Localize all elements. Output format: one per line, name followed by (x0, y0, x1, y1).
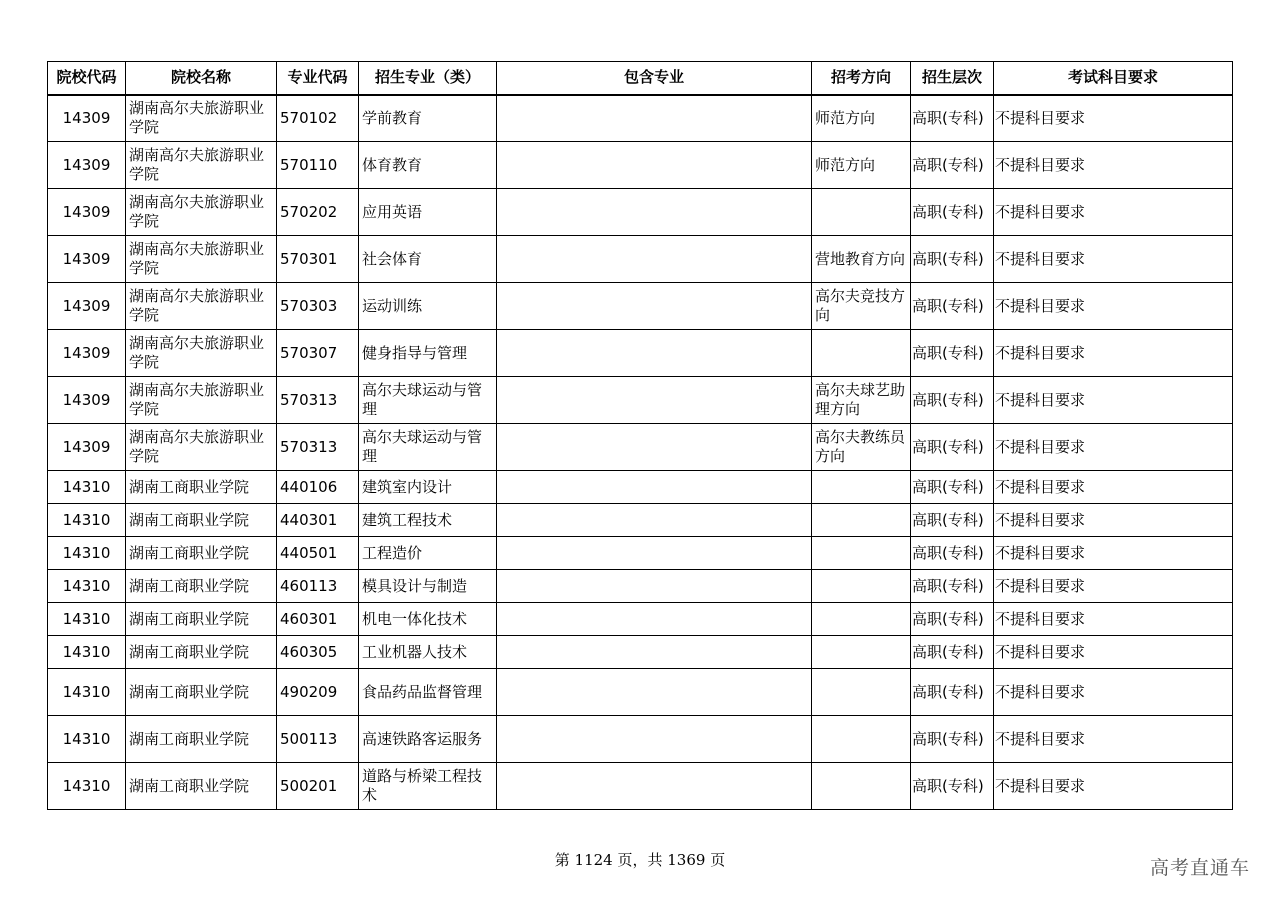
table-row (48, 636, 1233, 669)
header-school-code: 院校代码 (48, 62, 126, 95)
cell-school-code: 14310 (48, 716, 126, 763)
cell-exam-requirements: 不提科目要求 (994, 377, 1233, 424)
cell-school-name: 湖南高尔夫旅游职业学院 (126, 189, 277, 236)
cell-major-code: 570102 (277, 95, 359, 142)
cell-level: 高职(专科) (911, 377, 994, 424)
cell-level: 高职(专科) (911, 763, 994, 810)
cell-school-code: 14310 (48, 669, 126, 716)
cell-major: 模具设计与制造 (359, 570, 497, 603)
cell-level: 高职(专科) (911, 504, 994, 537)
cell-school-name: 湖南高尔夫旅游职业学院 (126, 236, 277, 283)
cell-included-majors (497, 636, 812, 669)
cell-major-code: 570303 (277, 283, 359, 330)
cell-school-code: 14309 (48, 189, 126, 236)
cell-major: 建筑工程技术 (359, 504, 497, 537)
cell-exam-requirements: 不提科目要求 (994, 504, 1233, 537)
cell-major-code: 570301 (277, 236, 359, 283)
cell-major: 应用英语 (359, 189, 497, 236)
cell-level: 高职(专科) (911, 189, 994, 236)
cell-included-majors (497, 424, 812, 471)
cell-included-majors (497, 377, 812, 424)
cell-major: 健身指导与管理 (359, 330, 497, 377)
cell-included-majors (497, 763, 812, 810)
cell-direction (812, 537, 911, 570)
cell-direction: 营地教育方向 (812, 236, 911, 283)
page-footer: 第 1124 页，共 1369 页 (554, 851, 726, 869)
cell-major: 工程造价 (359, 537, 497, 570)
cell-school-name: 湖南高尔夫旅游职业学院 (126, 330, 277, 377)
table-row (48, 471, 1233, 504)
cell-school-name: 湖南工商职业学院 (126, 669, 277, 716)
cell-school-code: 14310 (48, 471, 126, 504)
cell-included-majors (497, 669, 812, 716)
cell-school-code: 14310 (48, 570, 126, 603)
cell-major: 工业机器人技术 (359, 636, 497, 669)
cell-major-code: 460305 (277, 636, 359, 669)
cell-exam-requirements: 不提科目要求 (994, 471, 1233, 504)
cell-exam-requirements: 不提科目要求 (994, 669, 1233, 716)
cell-school-name: 湖南工商职业学院 (126, 636, 277, 669)
table-header (48, 62, 1233, 95)
cell-school-code: 14310 (48, 504, 126, 537)
cell-school-code: 14309 (48, 142, 126, 189)
cell-exam-requirements: 不提科目要求 (994, 603, 1233, 636)
watermark: 高考直通车 (1149, 857, 1250, 879)
cell-major-code: 440106 (277, 471, 359, 504)
cell-major-code: 490209 (277, 669, 359, 716)
header-level: 招生层次 (911, 62, 994, 95)
cell-level: 高职(专科) (911, 471, 994, 504)
cell-level: 高职(专科) (911, 603, 994, 636)
table-row (48, 424, 1233, 471)
cell-school-name: 湖南工商职业学院 (126, 570, 277, 603)
header-major: 招生专业（类） (359, 62, 497, 95)
cell-direction: 高尔夫球艺助理方向 (812, 377, 911, 424)
cell-level: 高职(专科) (911, 283, 994, 330)
table-row (48, 716, 1233, 763)
cell-level: 高职(专科) (911, 570, 994, 603)
cell-major-code: 500201 (277, 763, 359, 810)
cell-school-name: 湖南高尔夫旅游职业学院 (126, 283, 277, 330)
cell-school-name: 湖南高尔夫旅游职业学院 (126, 377, 277, 424)
cell-direction (812, 716, 911, 763)
cell-exam-requirements: 不提科目要求 (994, 283, 1233, 330)
cell-school-name: 湖南工商职业学院 (126, 471, 277, 504)
cell-exam-requirements: 不提科目要求 (994, 95, 1233, 142)
cell-exam-requirements: 不提科目要求 (994, 189, 1233, 236)
cell-direction: 高尔夫教练员方向 (812, 424, 911, 471)
table-row (48, 763, 1233, 810)
cell-major-code: 570313 (277, 424, 359, 471)
cell-direction: 高尔夫竞技方向 (812, 283, 911, 330)
cell-school-code: 14310 (48, 636, 126, 669)
cell-school-code: 14310 (48, 763, 126, 810)
table-row (48, 236, 1233, 283)
cell-school-name: 湖南工商职业学院 (126, 763, 277, 810)
cell-exam-requirements: 不提科目要求 (994, 142, 1233, 189)
cell-direction: 师范方向 (812, 142, 911, 189)
cell-direction (812, 603, 911, 636)
cell-school-code: 14309 (48, 424, 126, 471)
cell-school-code: 14309 (48, 236, 126, 283)
cell-school-name: 湖南高尔夫旅游职业学院 (126, 424, 277, 471)
cell-level: 高职(专科) (911, 669, 994, 716)
cell-school-name: 湖南工商职业学院 (126, 537, 277, 570)
cell-direction (812, 471, 911, 504)
cell-major: 学前教育 (359, 95, 497, 142)
cell-major-code: 440301 (277, 504, 359, 537)
cell-school-name: 湖南工商职业学院 (126, 603, 277, 636)
cell-school-code: 14310 (48, 603, 126, 636)
cell-included-majors (497, 330, 812, 377)
cell-school-name: 湖南高尔夫旅游职业学院 (126, 95, 277, 142)
table-row (48, 504, 1233, 537)
table-row (48, 189, 1233, 236)
cell-major: 高尔夫球运动与管理 (359, 424, 497, 471)
cell-school-code: 14309 (48, 95, 126, 142)
table-row (48, 283, 1233, 330)
cell-major: 食品药品监督管理 (359, 669, 497, 716)
table-row (48, 95, 1233, 142)
cell-major-code: 460301 (277, 603, 359, 636)
cell-major: 机电一体化技术 (359, 603, 497, 636)
cell-school-name: 湖南高尔夫旅游职业学院 (126, 142, 277, 189)
header-major-code: 专业代码 (277, 62, 359, 95)
cell-included-majors (497, 716, 812, 763)
cell-major: 体育教育 (359, 142, 497, 189)
table-row (48, 669, 1233, 716)
cell-level: 高职(专科) (911, 424, 994, 471)
cell-direction (812, 504, 911, 537)
table-row (48, 537, 1233, 570)
cell-included-majors (497, 236, 812, 283)
cell-included-majors (497, 537, 812, 570)
cell-major-code: 570202 (277, 189, 359, 236)
cell-major-code: 460113 (277, 570, 359, 603)
table-row (48, 570, 1233, 603)
cell-direction (812, 669, 911, 716)
cell-level: 高职(专科) (911, 537, 994, 570)
cell-level: 高职(专科) (911, 330, 994, 377)
cell-included-majors (497, 504, 812, 537)
cell-school-code: 14309 (48, 283, 126, 330)
cell-direction (812, 636, 911, 669)
cell-school-code: 14309 (48, 330, 126, 377)
table-body (48, 95, 1233, 810)
cell-level: 高职(专科) (911, 142, 994, 189)
cell-major-code: 570313 (277, 377, 359, 424)
header-direction: 招考方向 (812, 62, 911, 95)
table-row (48, 377, 1233, 424)
cell-direction (812, 570, 911, 603)
cell-exam-requirements: 不提科目要求 (994, 636, 1233, 669)
cell-included-majors (497, 283, 812, 330)
cell-direction (812, 330, 911, 377)
cell-major-code: 570110 (277, 142, 359, 189)
cell-major: 高尔夫球运动与管理 (359, 377, 497, 424)
cell-exam-requirements: 不提科目要求 (994, 330, 1233, 377)
cell-major-code: 440501 (277, 537, 359, 570)
cell-major-code: 500113 (277, 716, 359, 763)
cell-major: 建筑室内设计 (359, 471, 497, 504)
cell-included-majors (497, 189, 812, 236)
header-exam-requirements: 考试科目要求 (994, 62, 1233, 95)
cell-school-name: 湖南工商职业学院 (126, 716, 277, 763)
cell-included-majors (497, 603, 812, 636)
admissions-table (47, 61, 1233, 810)
cell-exam-requirements: 不提科目要求 (994, 763, 1233, 810)
cell-level: 高职(专科) (911, 716, 994, 763)
cell-major: 道路与桥梁工程技术 (359, 763, 497, 810)
header-school-name: 院校名称 (126, 62, 277, 95)
cell-included-majors (497, 471, 812, 504)
cell-included-majors (497, 570, 812, 603)
table-row (48, 330, 1233, 377)
cell-exam-requirements: 不提科目要求 (994, 424, 1233, 471)
table-row (48, 142, 1233, 189)
header-included-majors: 包含专业 (497, 62, 812, 95)
cell-exam-requirements: 不提科目要求 (994, 537, 1233, 570)
cell-included-majors (497, 142, 812, 189)
cell-direction (812, 763, 911, 810)
cell-school-name: 湖南工商职业学院 (126, 504, 277, 537)
cell-school-code: 14310 (48, 537, 126, 570)
table-row (48, 603, 1233, 636)
cell-level: 高职(专科) (911, 236, 994, 283)
cell-major: 社会体育 (359, 236, 497, 283)
cell-level: 高职(专科) (911, 95, 994, 142)
cell-major: 运动训练 (359, 283, 497, 330)
cell-exam-requirements: 不提科目要求 (994, 570, 1233, 603)
cell-exam-requirements: 不提科目要求 (994, 716, 1233, 763)
cell-exam-requirements: 不提科目要求 (994, 236, 1233, 283)
cell-major: 高速铁路客运服务 (359, 716, 497, 763)
cell-school-code: 14309 (48, 377, 126, 424)
cell-direction (812, 189, 911, 236)
cell-direction: 师范方向 (812, 95, 911, 142)
cell-major-code: 570307 (277, 330, 359, 377)
cell-level: 高职(专科) (911, 636, 994, 669)
cell-included-majors (497, 95, 812, 142)
